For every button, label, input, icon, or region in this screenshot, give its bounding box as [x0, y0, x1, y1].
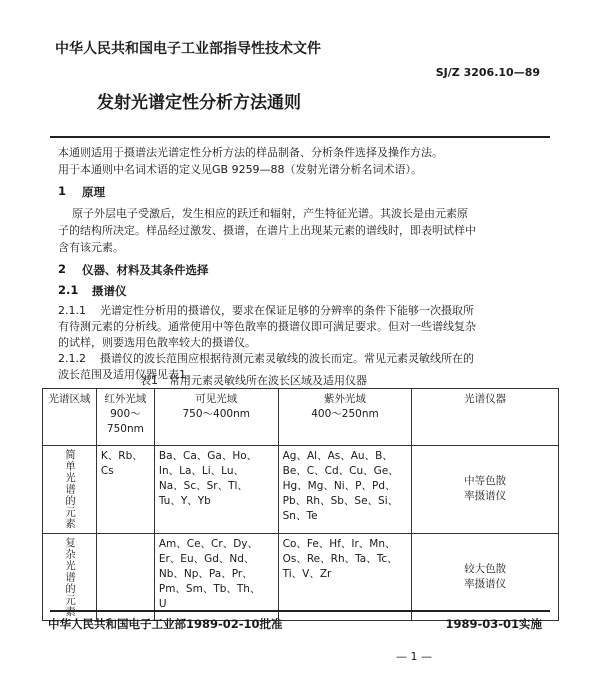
element-list-line: Ti、V、Zr [282, 567, 332, 580]
row-label-complex-spectra: 复杂光谱的元素 [43, 533, 97, 621]
element-list-line: Na、Sc、Sr、Tl、 [158, 480, 248, 492]
cell-complex-ultraviolet [278, 533, 412, 621]
intro-line-1: 本通则适用于摄谱法光谱定性分析方法的样品制备、分析条件选择及操作方法。 [58, 146, 443, 159]
element-list-line: Co、Fe、Hf、Ir、Mn、 [282, 537, 396, 550]
top-rule [50, 136, 550, 138]
row-label-simple-spectra: 简单光谱的元素 [43, 446, 97, 534]
section-2-1-number: 2.1 [58, 283, 79, 297]
element-list-line: Am、Ce、Cr、Dy、 [158, 537, 259, 550]
section-1-line-3: 含有该元素。 [58, 241, 124, 254]
element-list-line: Ag、Al、As、Au、B、 [282, 450, 393, 462]
col-header-ultraviolet-label: 紫外光域 [323, 393, 366, 405]
clause-2-1-1-line-3: 的试样，则要选用色散率较大的摄谱仪。 [58, 336, 256, 349]
document-title: 发射光谱定性分析方法通则 [97, 93, 301, 113]
spectral-lines-table [42, 388, 559, 621]
section-2-number: 2 [58, 262, 67, 276]
element-list-line: Er、Eu、Gd、Nd、 [158, 552, 255, 565]
table-row-complex [43, 533, 559, 621]
col-header-instrument: 光谱仪器 [412, 389, 559, 446]
section-1-line-2: 子的结构所决定。样品经过激发、摄谱，在谱片上出现某元素的谱线时，即表明试样中 [58, 224, 476, 237]
cell-simple-infrared: K、Rb、Cs [96, 446, 154, 534]
col-header-visible-range: 750～400nm [182, 408, 250, 420]
element-list-line: Pm、Sm、Tb、Th、 [158, 582, 261, 595]
cell-simple-instrument [412, 446, 559, 534]
clause-2-1-2-line-2: 波长范围及适用仪器见表1。 [58, 368, 197, 381]
element-list-line: Tu、Y、Yb [158, 495, 211, 507]
col-header-visible-label: 可见光域 [195, 393, 238, 405]
table-caption: 表1 常用元素灵敏线所在波长区域及适用仪器 [140, 374, 367, 387]
element-list-line: In、La、Li、Lu、 [158, 465, 244, 477]
section-2-1-heading: 摄谱仪 [92, 284, 127, 298]
col-header-region: 光谱区域 [43, 389, 97, 446]
page-number: — 1 — [396, 650, 432, 663]
element-list-line: U [158, 597, 167, 610]
clause-2-1-1-line-1: 光谱定性分析用的摄谱仪，要求在保证足够的分辨率的条件下能够一次摄取所 [100, 304, 474, 317]
approval-date: 中华人民共和国电子工业部1989-02-10批准 [48, 617, 283, 631]
cell-complex-instrument [412, 533, 559, 621]
implementation-date: 1989-03-01实施 [445, 617, 542, 631]
section-1-line-1: 原子外层电子受激后，发生相应的跃迁和辐射，产生特征光谱。其波长是由元素原 [72, 207, 468, 220]
element-list-line: Ba、Ca、Ga、Ho、 [158, 450, 258, 462]
section-2-heading: 仪器、材料及其条件选择 [82, 263, 209, 277]
clause-2-1-2-line-1: 摄谱仪的波长范围应根据待测元素灵敏线的波长而定。常见元素灵敏线所在的 [100, 352, 474, 365]
section-1-heading: 原理 [82, 185, 105, 199]
section-1-number: 1 [58, 184, 67, 198]
issuing-authority: 中华人民共和国电子工业部指导性技术文件 [55, 41, 321, 57]
element-list-line: Sn、Te [282, 510, 318, 522]
instrument-line: 率摄谱仪 [464, 490, 507, 503]
element-list-line: Nb、Np、Pa、Pr、 [158, 567, 253, 580]
col-header-visible [154, 389, 278, 446]
clause-2-1-1-line-2: 有待测元素的分析线。通常使用中等色散率的摄谱仪即可满足要求。但对一些谱线复杂 [58, 320, 476, 333]
clause-2-1-1-number: 2.1.1 [58, 304, 86, 317]
intro-line-2: 用于本通则中名词术语的定义见GB 9259—88（发射光谱分析名词术语）。 [58, 163, 423, 176]
col-header-infrared-range: 900～750nm [106, 408, 144, 435]
col-header-infrared-label: 红外光域 [104, 393, 147, 405]
cell-complex-infrared [96, 533, 154, 621]
bottom-rule [50, 610, 550, 612]
element-list-line: Hg、Mg、Ni、P、Pd、 [282, 480, 396, 492]
element-list-line: Be、C、Cd、Cu、Ge、 [282, 465, 399, 477]
col-header-ultraviolet-range: 400～250nm [311, 408, 379, 420]
cell-complex-visible [154, 533, 278, 621]
element-list-line: Os、Re、Rh、Ta、Tc、 [282, 552, 398, 565]
instrument-line: 率摄谱仪 [464, 577, 507, 590]
table-header-row [43, 389, 559, 446]
instrument-line: 较大色散 [464, 562, 507, 575]
cell-simple-visible [154, 446, 278, 534]
cell-simple-ultraviolet [278, 446, 412, 534]
col-header-infrared [96, 389, 154, 446]
element-list-line: Pb、Rh、Sb、Se、Si、 [282, 495, 399, 507]
standard-number: SJ/Z 3206.10—89 [435, 66, 540, 79]
instrument-line: 中等色散 [464, 475, 507, 488]
col-header-ultraviolet [278, 389, 412, 446]
clause-2-1-2-number: 2.1.2 [58, 352, 86, 365]
table-row-simple [43, 446, 559, 534]
